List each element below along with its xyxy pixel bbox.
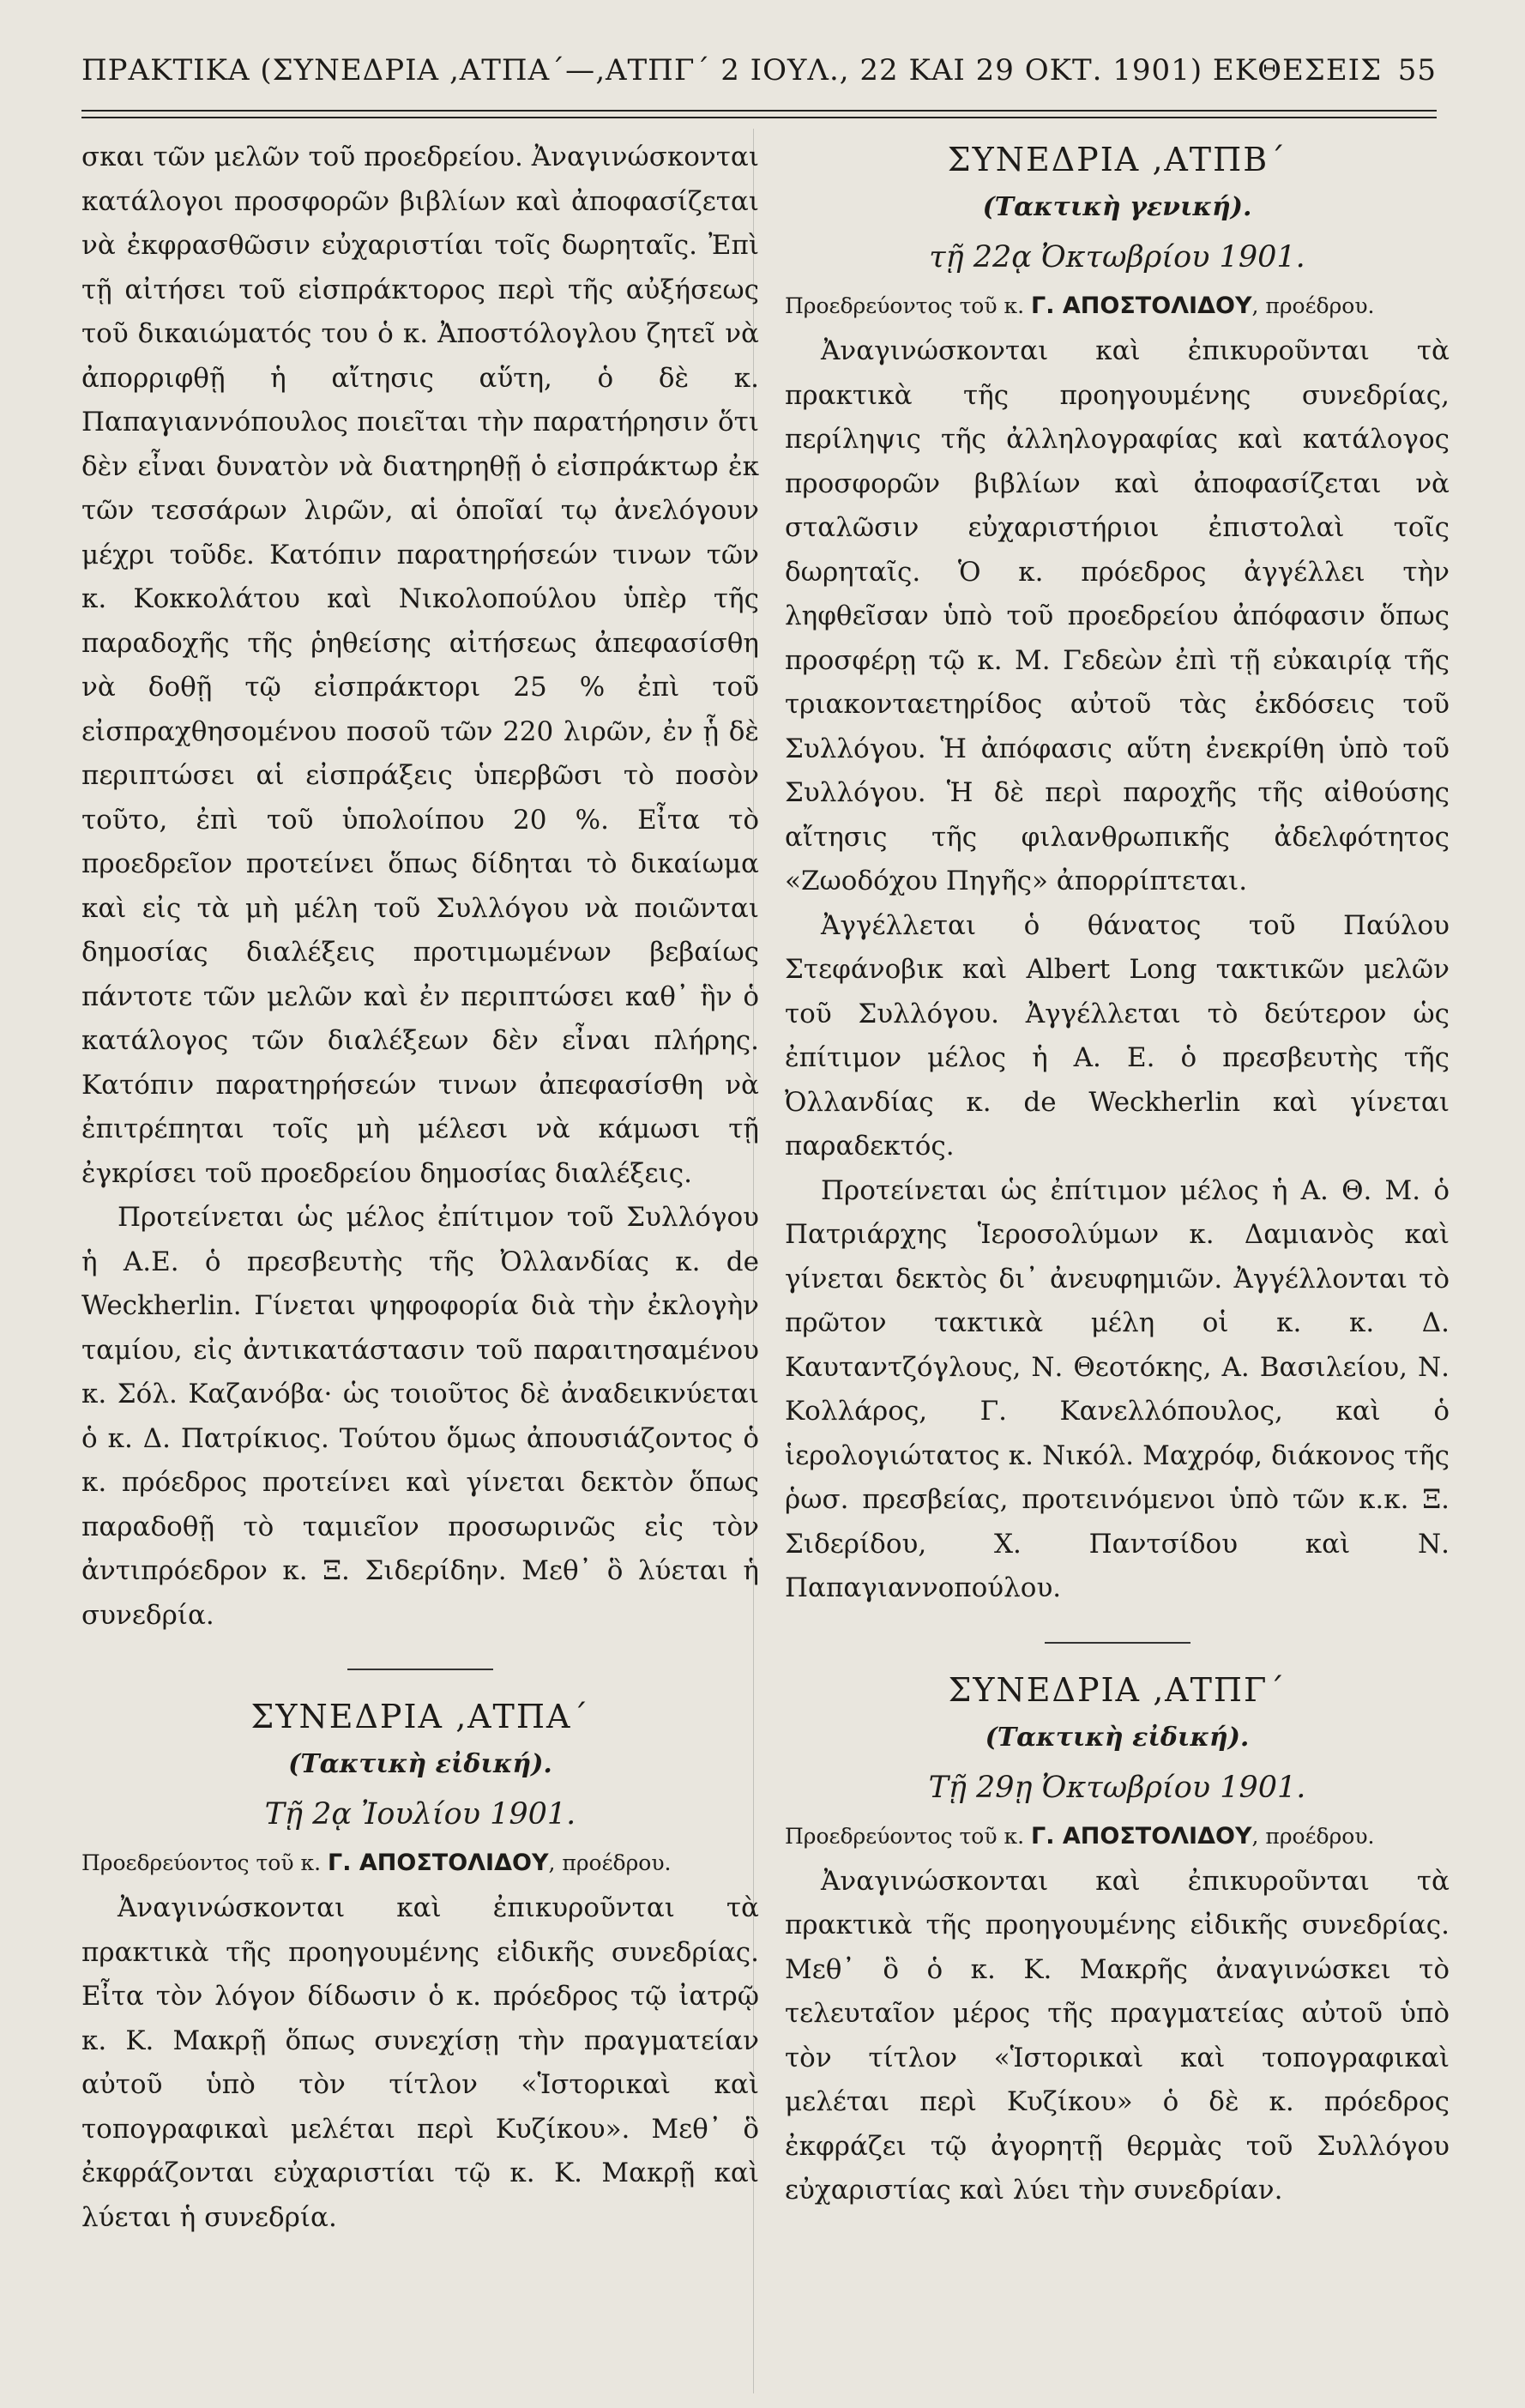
session-atpa (81, 1693, 759, 2240)
left-paragraph-1: σκαι τῶν μελῶν τοῦ προεδρείου. Ἀναγινώσκονται κατάλογοι προσφορῶν βιβλίων καὶ ἀποφασίζεται νὰ ἐκφρασθῶσιν εὐχαριστίαι τοῖς δωρηταῖς. Ἐπὶ τῇ αἰτήσει τοῦ εἰσπράκτορος περὶ τῆς αὐξήσεως τοῦ δικαιώματός του ὁ κ. Ἀποστόλογλου ζητεῖ νὰ ἀπορριφθῇ ἡ αἴτησις αὕτη, ὁ δὲ κ. Παπαγιαννόπουλος ποιεῖται τὴν παρατήρησιν ὅτι δὲν εἶναι δυνατὸν νὰ διατηρηθῇ ὁ εἰσπράκτωρ ἐκ τῶν τεσσάρων λιρῶν, αἱ ὁποῖαί τῳ ἀνελόγουν μέχρι τοῦδε. Κατόπιν παρατηρήσεών τινων τῶν κ. Κοκκολάτου καὶ Νικολοπούλου ὑπὲρ τῆς παραδοχῆς τῆς ῥηθείσης αἰτήσεως ἀπεφασίσθη νὰ δοθῇ τῷ εἰσπράκτορι 25 % ἐπὶ τοῦ εἰσπραχθησομένου ποσοῦ τῶν 220 λιρῶν, ἐν ᾗ δὲ περιπτώσει αἱ εἰσπράξεις ὑπερβῶσι τὸ ποσὸν τοῦτο, ἐπὶ τοῦ ὑπολοίπου 20 %. Εἶτα τὸ προεδρεῖον προτείνει ὅπως δίδηται τὸ δικαίωμα καὶ εἰς τὰ μὴ μέλη τοῦ Συλλόγου νὰ ποιῶνται δημοσίας διαλέξεις προτιμωμένων βεβαίως πάντοτε τῶν μελῶν καὶ ἐν περιπτώσει καθ᾽ ἣν ὁ κατάλογος τῶν διαλέξεων δὲν εἶναι πλήρης. Κατόπιν παρατηρήσεών τινων ἀπεφασίσθη νὰ ἐπιτρέπηται τοῖς μὴ μέλεσι νὰ κάμωσι τῇ ἐγκρίσει τοῦ προεδρείου δημοσίας διαλέξεις. (81, 142, 759, 1189)
session-text: Ἀναγινώσκονται καὶ ἐπικυροῦνται τὰ πρακτικὰ τῆς προηγουμένης εἰδικῆς συνεδρίας. Εἶτα τὸν λόγον δίδωσιν ὁ κ. πρόεδρος τῷ ἰατρῷ κ. Κ. Μακρῇ ὅπως συνεχίσῃ τὴν πραγματείαν αὐτοῦ ὑπὸ τὸν τίτλον «Ἱστορικαὶ καὶ τοπογραφικαὶ μελέται περὶ Κυζίκου». Μεθ᾽ ὃ ἐκφράζονται εὐχαριστίαι τῷ κ. Κ. Μακρῇ καὶ λύεται ἡ συνεδρία. (81, 1892, 759, 2233)
session-atpg (785, 1666, 1450, 2213)
session-date: Τῇ 2ᾳ Ἰουλίου 1901. (264, 1797, 576, 1832)
chair-suffix: , προέδρου. (1251, 1823, 1375, 1849)
session-paragraph-3: Προτείνεται ὡς ἐπίτιμον μέλος ἡ Α. Θ. Μ. ὁ Πατριάρχης Ἱεροσολύμων κ. Δαμιανὸς καὶ γίνεται δεκτὸς δι᾽ ἀνευφημιῶν. Ἀγγέλλονται τὸ πρῶτον τακτικὰ μέλη οἱ κ. κ. Δ. Καυταντζόγλους, Ν. Θεοτόκης, Α. Βασιλείου, Ν. Κολλάρος, Γ. Κανελλόπουλος, καὶ ὁ ἱερολογιώτατος κ. Νικόλ. Μαχρόφ, διάκονος τῆς ῥωσ. πρεσβείας, προτεινόμενοι ὑπὸ τῶν κ.κ. Ξ. Σιδερίδου, Χ. Παντσίδου καὶ Ν. Παπαγιαννοπούλου. (785, 1174, 1450, 1603)
session-title: ΣΥΝΕΔΡΙΑ ‚ΑΤΠΒ΄ (947, 141, 1287, 178)
chair-name: Γ. ΑΠΟΣΤΟΛΙΔΟΥ (1031, 293, 1252, 319)
session-date: τῇ 22ᾳ Ὀκτωβρίου 1901. (929, 240, 1305, 275)
section-separator (347, 1669, 493, 1670)
session-title: ΣΥΝΕΔΡΙΑ ‚ΑΤΠΑ΄ (250, 1698, 590, 1735)
chair-prefix: Προεδρεύοντος τοῦ κ. (785, 1823, 1025, 1849)
session-kind: (Τακτικὴ γενική). (982, 192, 1252, 222)
session-title: ΣΥΝΕΔΡΙΑ ‚ΑΤΠΓ΄ (948, 1670, 1287, 1709)
chair-name: Γ. ΑΠΟΣΤΟΛΙΔΟΥ (1031, 1822, 1252, 1850)
session-atpb (785, 136, 1450, 1611)
header-double-rule (81, 110, 1437, 118)
section-separator (1045, 1642, 1190, 1644)
running-title: ΠΡΑΚΤΙΚΑ (ΣΥΝΕΔΡΙΑ ‚ΑΤΠΑ΄—‚ΑΤΠΓ΄ 2 ΙΟΥΛ., 22 ΚΑΙ 29 ΟΚΤ. 1901) ΕΚΘΕΣΕΙΣ (81, 53, 1383, 88)
session-chair (785, 283, 1450, 329)
chair-suffix: , προέδρου. (1251, 293, 1375, 318)
session-paragraph-2: Ἀγγέλλεται ὁ θάνατος τοῦ Παύλου Στεφάνοβικ καὶ Albert Long τακτικῶν μελῶν τοῦ Συλλόγου. Ἀγγέλλεται τὸ δεύτερον ὡς ἐπίτιμον μέλος ἡ Α. Ε. ὁ πρεσβευτὴς τῆς Ὀλλανδίας κ. de Weckherlin καὶ γίνεται παραδεκτός. (785, 909, 1450, 1162)
right-column (785, 136, 1450, 2213)
running-header (81, 53, 1437, 88)
left-column (81, 136, 759, 2240)
chair-name: Γ. ΑΠΟΣΤΟΛΙΔΟΥ (328, 1850, 549, 1876)
session-text: Ἀναγινώσκονται καὶ ἐπικυροῦνται τὰ πρακτικὰ τῆς προηγουμένης εἰδικῆς συνεδρίας. Μεθ᾽ ὃ ὁ κ. Κ. Μακρῆς ἀναγινώσκει τὸ τελευταῖον μέρος τῆς πραγματείας αὐτοῦ ὑπὸ τὸν τίτλον «Ἱστορικαὶ καὶ τοπογραφικαὶ μελέται περὶ Κυζίκου» ὁ δὲ κ. πρόεδρος ἐκφράζει τῷ ἀγορητῇ θερμὰς τοῦ Συλλόγου εὐχαριστίας καὶ λύει τὴν συνεδρίαν. (785, 1865, 1450, 2206)
left-paragraph-2: Προτείνεται ὡς μέλος ἐπίτιμον τοῦ Συλλόγου ἡ Α.Ε. ὁ πρεσβευτὴς τῆς Ὀλλανδίας κ. de Weckherlin. Γίνεται ψηφοφορία διὰ τὴν ἐκλογὴν ταμίου, εἰς ἀντικατάστασιν τοῦ παραιτησαμένου κ. Σόλ. Καζανόβα· ὡς τοιοῦτος δὲ ἀναδεικνύεται ὁ κ. Δ. Πατρίκιος. Τούτου ὅμως ἀπουσιάζοντος ὁ κ. πρόεδρος προτείνει καὶ γίνεται δεκτὸν ὅπως παραδοθῇ τὸ ταμιεῖον προσωρινῶς εἰς τὸν ἀντιπρόεδρον κ. Ξ. Σιδερίδην. Μεθ᾽ ὃ λύεται ἡ συνεδρία. (81, 1202, 759, 1631)
chair-suffix: , προέδρου. (548, 1850, 672, 1875)
session-kind: (Τακτικὴ εἰδική). (288, 1749, 552, 1779)
session-chair (785, 1814, 1450, 1860)
session-date: Τῇ 29ῃ Ὀκτωβρίου 1901. (928, 1770, 1306, 1805)
session-paragraph-1: Ἀναγινώσκονται καὶ ἐπικυροῦνται τὰ πρακτικὰ τῆς προηγουμένης συνεδρίας, περίληψις τῆς ἀλληλογραφίας καὶ κατάλογος προσφορῶν βιβλίων καὶ ἀποφασίζεται νὰ σταλῶσιν εὐχαριστήριοι ἐπιστολαὶ τοῖς δωρηταῖς. Ὁ κ. πρόεδρος ἀγγέλλει τὴν ληφθεῖσαν ὑπὸ τοῦ προεδρείου ἀπόφασιν ὅπως προσφέρῃ τῷ κ. Μ. Γεδεὼν ἐπὶ τῇ εὐκαιρίᾳ τῆς τριακονταετηρίδος αὐτοῦ τὰς ἐκδόσεις τοῦ Συλλόγου. Ἡ ἀπόφασις αὕτη ἐνεκρίθη ὑπὸ τοῦ Συλλόγου. Ἡ δὲ περὶ παροχῆς τῆς αἰθούσης αἴτησις τῆς φιλανθρωπικῆς ἀδελφότητος «Ζωοδόχου Πηγῆς» ἀπορρίπτεται. (785, 335, 1450, 896)
chair-prefix: Προεδρεύοντος τοῦ κ. (81, 1850, 322, 1875)
page-number: 55 (1397, 53, 1437, 88)
session-chair (81, 1840, 759, 1886)
chair-prefix: Προεδρεύοντος τοῦ κ. (785, 293, 1025, 318)
session-kind: (Τακτικὴ εἰδική). (985, 1722, 1250, 1753)
